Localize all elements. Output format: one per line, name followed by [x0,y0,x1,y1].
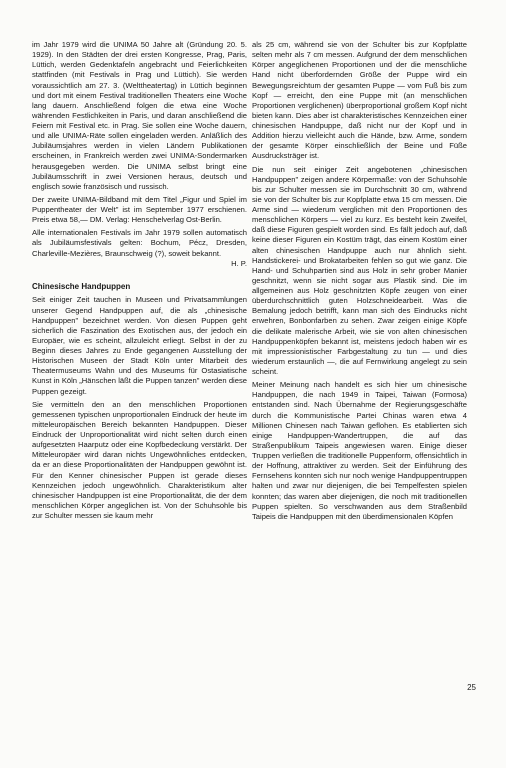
author-signature: H. P. [231,258,247,268]
paragraph-festivals-1979: Alle internationalen Festivals im Jahr 1979 sollen automatisch als Jubiläumsfestivals gelten: Bochum, Pécz, Dresden, Charleville-Mezières, Braunschweig (?), soweit bekannt. [32,228,247,258]
paragraph-unima-jubilee: im Jahr 1979 wird die UNIMA 50 Jahre alt (Gründung 20. 5. 1929). In den Städten der drei ersten Kongresse, Prag, Paris, Lüttich, werden Gedenktafeln angebracht und Feierlichkeiten stattfinden (mit Festivals in Prag und Lüttich). Sie werden voraussichtlich am 27. 3. (Welttheatertag) in Lüttich beginnen und dort mit einem Festival traditionellen Theaters eine Woche lang dauern. Anschließend folgen die etwa eine Woche währenden Festlichkeiten in Paris, und daran anschließend die Feiern mit Festival etc. in Prag. Sie sollen eine Woche dauern, und alle UNIMA-Räte sollen eingeladen werden. Anläßlich des Jubiläumsjahres werden in vielen Ländern Publikationen erscheinen, in Frankreich werden zwei UNIMA-Sondermarken herausgegeben werden. Die UNIMA selbst bringt eine Jubiläumsschrift in zwei Versionen heraus, deutsch und englisch sowie französisch und russisch. [32,40,247,191]
page-number: 25 [467,683,476,692]
paragraph-unima-bildband: Der zweite UNIMA-Bildband mit dem Titel „Figur und Spiel im Puppentheater der Welt" ist im September 1977 erschienen. Preis etwa 58,— DM. Verlag: Henschelverlag Ost-Berlin. [32,194,247,225]
paragraph-neue-puppen: Die nun seit einiger Zeit angebotenen „chinesischen Handpuppen" zeigen andere Körpermaße: von der Schuhsohle bis zur Schulter messen sie im Durchschnitt 30 cm, während sie von der Schulter bis zur Kopfplatte etwa 15 cm messen. Die Arme sind — wiederum verglichen mit den Proportionen des menschlichen Körpers — viel zu kurz. Es besteht kein Zweifel, daß diese Figuren gespielt worden sind. Es fällt jedoch auf, daß keine dieser Figuren ein Kostüm trägt, das einem Kostüm einer alten chinesischen Handpuppe auch nur ähnlich sieht. Handstickerei- und Brokatarbeiten fehlen so gut wie ganz. Die Hand- und Schuhpartien sind aus Holz in sehr grober Manier geschnitzt, wenn sie nicht sogar aus Plastik sind. Die im allgemeinen aus Holz geschnitzten Köpfe zeugen von einer überdurchschnittlich guten Holzschneidearbeit. Was die Bemalung jedoch betrifft, kann man sich des Eindrucks nicht erwehren, Bonbonfarben zu sehen. Zwar zeigen einige Köpfe die delikate malerische Arbeit, wie sie von alten chinesischen Handpuppenköpfen bekannt ist, meistens jedoch haben wir es mit impressionistischer Farbgestaltung zu tun — und dies wiederum erstaunlich —, die auf Fernwirkung angelegt zu sein scheint. [252,164,467,376]
paragraph-proportionen: Sie vermitteln den an den menschlichen Proportionen gemessenen typischen unproportionalen Eindruck der heute im mitteleuropäischen Bereich bekannten Handpuppen. Dieser Eindruck der Unproportionalität wird nicht selten durch einen aufgesetzten Haarputz oder eine Kopfbedeckung verstärkt. Der Mitteleuropäer wird daran nichts Ungewöhnliches entdecken, da er an diese Proportionalitäten der Handpuppen gewöhnt ist. Für den Kenner chinesischer Puppen ist gerade dieses Kennzeichen jedoch ungewöhnlich. Charakteristikum alter chinesischer Handpuppen ist eine Proportionalität, die der dem menschlichen Körper angeglichen ist. Von der Schuhsohle bis zur Schulter messen sie kaum mehr [32,399,247,521]
right-column [252,40,467,525]
section-heading: Chinesische Handpuppen [32,281,131,291]
paragraph-handpuppen-intro: Seit einiger Zeit tauchen in Museen und Privatsammlungen unserer Gegend Handpuppen auf, die als „chinesische Handpuppen" bezeichnet werden. Von diesen Puppen geht sicherlich die Faszination des Exotischen aus, der jedoch ein Europäer, wie es scheint, allzuleicht erliegt. Selbst in der zu Beginn dieses Jahres zu Ende gegangenen Ausstellung der Historischen Museen der Stadt Köln unter Mitarbeit des Theatermuseums Wahn und des Museums für Ostasiatische Kunst in Köln „Hänschen läßt die Puppen tanzen" werden diese Puppen gezeigt. [32,295,247,396]
paragraph-koerpermasse: als 25 cm, während sie von der Schulter bis zur Kopfplatte selten mehr als 7 cm messen. Aufgrund der dem menschlichen Körper angeglichenen Proportionen und der die menschliche Hand nicht überfordernden Größe der Puppe wird ein Bewegungsreichtum der gesamten Puppe — vom Fuß bis zum Kopf — erreicht, den eine Puppe mit (an menschlichen Proportionen verglichenen) überproportional großem Kopf nicht bieten kann. Dies aber ist charakteristisches Kennzeichen einer chinesischen Handpuppe, daß nicht nur der Kopf und in Addition hierzu vielleicht auch die Hände, bzw. Arme, sondern der gesamte Körper einschließlich der Beine und Füße Ausdrucksträger ist. [252,40,467,161]
left-column [32,40,247,524]
paragraph-taiwan: Meiner Meinung nach handelt es sich hier um chinesische Handpuppen, die nach 1949 in Taipei, Taiwan (Formosa) entstanden sind. Nach Übernahme der Regierungsgeschäfte durch die Kommunistische Partei Chinas waren etwa 4 Millionen Chinesen nach Taiwan geflohen. Es etablierten sich einige Handpuppen-Wandertruppen, die auf das Straßenpublikum Taipeis angewiesen waren. Einige dieser Truppen verließen die traditionelle Puppenform, offensichtlich in der Hoffnung, attraktiver zu werden. Seit der Einführung des Fernsehens konnten sich nur noch wenige Handpuppentruppen halten und zwar nur diejenigen, die bei Tempelfesten spielen konnten; das waren aber diejenigen, die noch mit traditionellen Puppen spielten. So verschwanden aus dem Straßenbild Taipeis die Handpuppen mit den überdimensionalen Köpfen [252,380,467,521]
